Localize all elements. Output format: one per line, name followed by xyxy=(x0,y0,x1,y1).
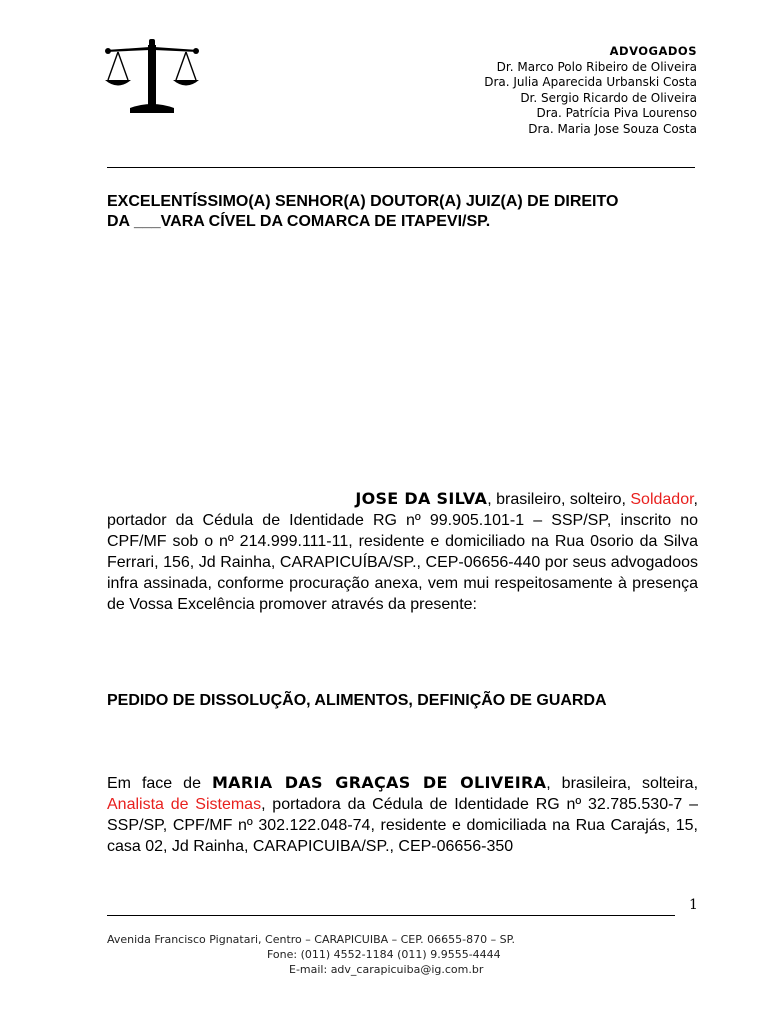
plaintiff-text: , brasileiro, solteiro, xyxy=(487,491,631,508)
addressee-line-1: EXCELENTÍSSIMO(A) SENHOR(A) DOUTOR(A) JUIZ(A) DE DIREITO xyxy=(107,193,619,210)
page-number: 1 xyxy=(689,897,698,913)
defendant-profession: Analista de Sistemas xyxy=(107,796,262,813)
plaintiff-profession: Soldador xyxy=(630,491,694,508)
firm-header xyxy=(484,44,697,137)
footer-divider xyxy=(107,915,675,916)
petition-title: PEDIDO DE DISSOLUÇÃO, ALIMENTOS, DEFINIÇÃO DE GUARDA xyxy=(107,692,607,709)
footer-address: Avenida Francisco Pignatari, Centro – CARAPICUIBA – CEP. 06655-870 – SP. xyxy=(107,933,516,946)
lawyer-name: Dra. Maria Jose Souza Costa xyxy=(528,121,697,136)
scales-of-justice-icon xyxy=(102,36,202,116)
defendant-text: , brasileira, solteira, xyxy=(546,775,699,792)
lawyer-name: Dra. Patrícia Piva Lourenso xyxy=(536,106,697,120)
plaintiff-qualification: JOSE DA SILVA, brasileiro, solteiro, Soldador, portador da Cédula de Identidade RG nº 99.905.101-1 – SSP/SP, inscrito no CPF/MF sob o nº 214.999.111-11, residente e domiciliado na Rua 0sorio da Silva Ferrari, 156, Jd Rainha, CARAPICUÍBA/SP., CEP-06656-440 por seus advogadoos infra assinada, conforme procuração anexa, vem mui respeitosamente à presença de Vossa Excelência promover através da presente: xyxy=(107,489,698,613)
header-divider xyxy=(107,167,695,168)
lawyer-name: Dra. Julia Aparecida Urbanski Costa xyxy=(484,75,697,89)
plaintiff-name: JOSE DA SILVA xyxy=(355,489,488,508)
firm-title: ADVOGADOS xyxy=(609,44,697,58)
footer-email: E-mail: adv_carapicuiba@ig.com.br xyxy=(289,963,484,976)
defendant-prefix: Em face de xyxy=(107,775,212,792)
lawyer-name: Dr. Marco Polo Ribeiro de Oliveira xyxy=(496,59,697,74)
defendant-qualification xyxy=(107,772,698,857)
defendant-details: , portadora da Cédula de Identidade RG nº 32.785.530-7 – SSP/SP, CPF/MF nº 302.122.048-74, residente e domiciliada na Rua Carajás, 15, casa 02, Jd Rainha, CARAPICUIBA/SP., CEP-06656-350 xyxy=(107,796,699,855)
lawyer-name: Dr. Sergio Ricardo de Oliveira xyxy=(520,90,697,105)
plaintiff-details: portador da Cédula de Identidade RG nº 99.905.101-1 – SSP/SP, inscrito no CPF/MF sob o nº 214.999.111-11, residente e domiciliado na Rua 0sorio da Silva Ferrari, 156, Jd Rainha, CARAPICUÍBA/SP., CEP-06656-440 por seus advogadoos infra assinada, conforme procuração anexa, vem mui respeitosamente à presença de Vossa Excelência promover através da presente: xyxy=(107,512,698,613)
footer xyxy=(107,932,607,977)
addressee xyxy=(107,192,707,232)
footer-phone: Fone: (011) 4552-1184 (011) 9.9555-4444 xyxy=(267,948,501,961)
defendant-name: MARIA DAS GRAÇAS DE OLIVEIRA xyxy=(211,773,547,792)
addressee-line-2: DA ___VARA CÍVEL DA COMARCA DE ITAPEVI/SP. xyxy=(107,213,491,230)
